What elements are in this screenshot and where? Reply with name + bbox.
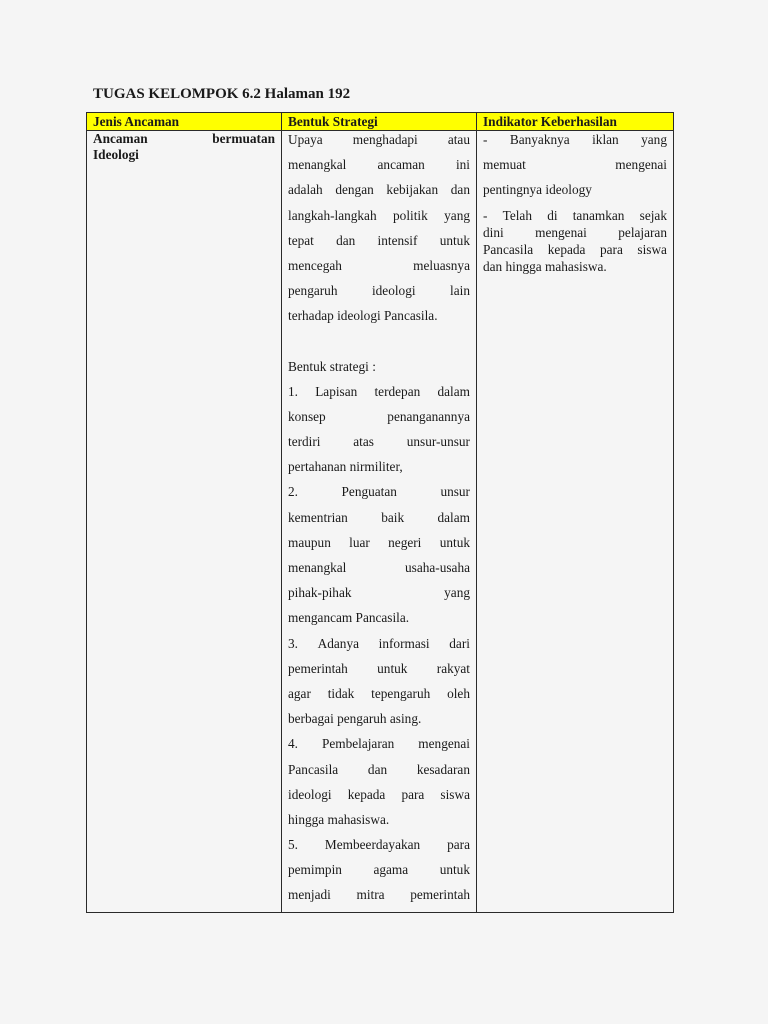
word: penanganannya	[387, 408, 470, 424]
word: tidak	[327, 685, 355, 701]
word: dini	[483, 224, 504, 240]
word: pengaruh	[288, 283, 338, 299]
word: Membeerdayakan	[324, 837, 421, 853]
word: menjadi	[288, 887, 331, 903]
word: adalah	[288, 182, 323, 198]
text-line	[288, 735, 470, 760]
word: dan	[450, 182, 470, 198]
word: Telah	[502, 207, 532, 223]
word: 4.	[288, 736, 298, 752]
word: mengenai	[535, 224, 587, 240]
word: ancaman	[377, 157, 425, 173]
text-line	[288, 257, 470, 282]
word: pemimpin	[288, 862, 342, 878]
word: Pancasila	[483, 241, 534, 257]
jenis-line-1	[93, 131, 275, 147]
word: agama	[373, 862, 409, 878]
text-line	[483, 131, 667, 156]
word: Pancasila	[288, 761, 339, 777]
word: tepengaruh	[371, 685, 431, 701]
word: kesadaran	[416, 761, 470, 777]
word: ideologi	[288, 786, 332, 802]
word: atau	[447, 132, 470, 147]
word: pemerintah	[288, 660, 348, 676]
word: baik	[381, 509, 405, 525]
word: ini	[455, 157, 470, 173]
text-line	[483, 241, 667, 258]
cell-bentuk-strategi	[282, 131, 477, 913]
word: lain	[450, 283, 470, 299]
strategy-list	[288, 383, 470, 912]
text-span: mengancam Pancasila.	[288, 610, 410, 626]
word: ideologi	[371, 283, 416, 299]
word: unsur	[440, 484, 470, 500]
text-line	[483, 258, 667, 275]
word: untuk	[439, 862, 470, 878]
word: informasi	[378, 635, 430, 651]
text-line	[288, 232, 470, 257]
word: tepat	[288, 232, 314, 248]
cell-jenis-ancaman	[87, 131, 282, 913]
header-bentuk-strategi: Bentuk Strategi	[282, 113, 477, 131]
word: Pembelajaran	[321, 736, 395, 752]
jenis-word: bermuatan	[212, 131, 275, 146]
word: atas	[353, 434, 374, 450]
word: politik	[393, 207, 428, 223]
word: yang	[444, 207, 470, 223]
word: para	[599, 241, 623, 257]
jenis-line-2: Ideologi	[93, 147, 139, 162]
word: pemerintah	[410, 887, 470, 903]
text-line	[288, 811, 470, 836]
word: usaha-usaha	[405, 560, 470, 575]
word: menangkal	[288, 560, 347, 575]
word: para	[447, 837, 470, 853]
text-span: hingga mahasiswa.	[288, 811, 390, 827]
word: sejak	[639, 207, 667, 223]
word: yang	[444, 585, 470, 601]
word: maupun	[288, 534, 331, 550]
text-line	[288, 282, 470, 307]
word: menghadapi	[352, 132, 418, 147]
word: Adanya	[317, 635, 359, 651]
text-line	[288, 181, 470, 206]
text-line	[288, 156, 470, 181]
text-line	[288, 559, 470, 584]
word: mengenai	[615, 157, 667, 173]
word: Penguatan	[341, 484, 397, 500]
word: para	[401, 786, 425, 802]
text-line	[288, 307, 470, 332]
paragraph-gap	[288, 333, 470, 358]
text-line	[288, 509, 470, 534]
word: 1.	[288, 383, 298, 399]
word: oleh	[447, 685, 470, 701]
text-line	[288, 207, 470, 232]
word: tanamkan	[572, 207, 625, 223]
text-span: terhadap ideologi Pancasila.	[288, 308, 438, 324]
text-line	[288, 710, 470, 735]
word: dengan	[335, 182, 374, 198]
strategy-heading	[288, 358, 470, 383]
word: terdepan	[374, 383, 421, 399]
word: unsur-unsur	[406, 434, 470, 450]
text-span: berbagai pengaruh asing.	[288, 711, 422, 727]
strategy-intro	[288, 131, 470, 333]
word: agar	[288, 685, 311, 701]
strategy-heading-text: Bentuk strategi :	[288, 358, 376, 374]
text-line	[288, 433, 470, 458]
text-line	[288, 761, 470, 786]
word: Banyaknya	[509, 132, 570, 147]
text-line	[288, 383, 470, 408]
word: -	[483, 132, 488, 147]
text-line	[288, 609, 470, 634]
word: dan	[336, 232, 356, 248]
jenis-word: Ancaman	[93, 131, 148, 146]
text-span: pentingnya ideology	[483, 182, 592, 198]
word: siswa	[637, 241, 667, 257]
word: luar	[349, 534, 370, 550]
text-line	[288, 685, 470, 710]
text-line	[288, 886, 470, 911]
word: di	[547, 207, 558, 223]
word: untuk	[377, 660, 408, 676]
text-line	[288, 408, 470, 433]
word: untuk	[439, 534, 470, 550]
word: iklan	[592, 132, 619, 147]
text-span: pertahanan nirmiliter,	[288, 459, 403, 475]
word: dan	[367, 761, 388, 777]
table-row	[87, 131, 674, 913]
word: siswa	[440, 786, 470, 802]
word: negeri	[388, 534, 422, 550]
word: pihak-pihak	[288, 585, 352, 601]
word: langkah-langkah	[288, 207, 377, 223]
word: dalam	[437, 509, 470, 525]
word: yang	[641, 132, 667, 147]
text-line	[483, 156, 667, 181]
word: intensif	[377, 232, 418, 248]
word: terdiri	[288, 434, 321, 450]
word: menangkal	[288, 157, 347, 173]
indikator-item-2	[483, 207, 667, 275]
text-line	[483, 207, 667, 224]
word: Lapisan	[315, 383, 358, 399]
header-jenis-ancaman: Jenis Ancaman	[87, 113, 282, 131]
word: memuat	[483, 157, 526, 173]
word: kebijakan	[386, 182, 439, 198]
text-line	[288, 660, 470, 685]
text-line	[288, 534, 470, 559]
header-indikator-keberhasilan: Indikator Keberhasilan	[477, 113, 674, 131]
text-line	[288, 483, 470, 508]
word: mencegah	[288, 257, 342, 273]
text-line	[288, 861, 470, 886]
word: mitra	[356, 887, 385, 903]
word: kepada	[347, 786, 386, 802]
word: mengenai	[418, 736, 470, 752]
cell-indikator-keberhasilan	[477, 131, 674, 913]
table-header-row	[87, 113, 674, 131]
word: kementrian	[288, 509, 348, 525]
word: 5.	[288, 837, 298, 853]
word: rakyat	[436, 660, 470, 676]
word: meluasnya	[413, 257, 470, 273]
word: dari	[449, 635, 470, 651]
word: kepada	[547, 241, 586, 257]
word: 2.	[288, 484, 298, 500]
text-line	[288, 635, 470, 660]
word: Upaya	[288, 132, 323, 147]
text-line	[483, 181, 667, 206]
word: 3.	[288, 635, 298, 651]
word: pelajaran	[618, 224, 667, 240]
text-span: dan hingga mahasiswa.	[483, 258, 607, 274]
word: dalam	[437, 383, 470, 399]
text-line	[288, 131, 470, 156]
text-line	[483, 224, 667, 241]
text-line	[288, 584, 470, 609]
strategy-table	[86, 112, 674, 913]
text-line	[288, 836, 470, 861]
page-title: TUGAS KELOMPOK 6.2 Halaman 192	[93, 86, 351, 102]
text-line	[288, 458, 470, 483]
text-line	[288, 786, 470, 811]
word: -	[483, 207, 488, 223]
indikator-item-1	[483, 131, 667, 207]
word: konsep	[288, 408, 326, 424]
word: untuk	[439, 232, 470, 248]
